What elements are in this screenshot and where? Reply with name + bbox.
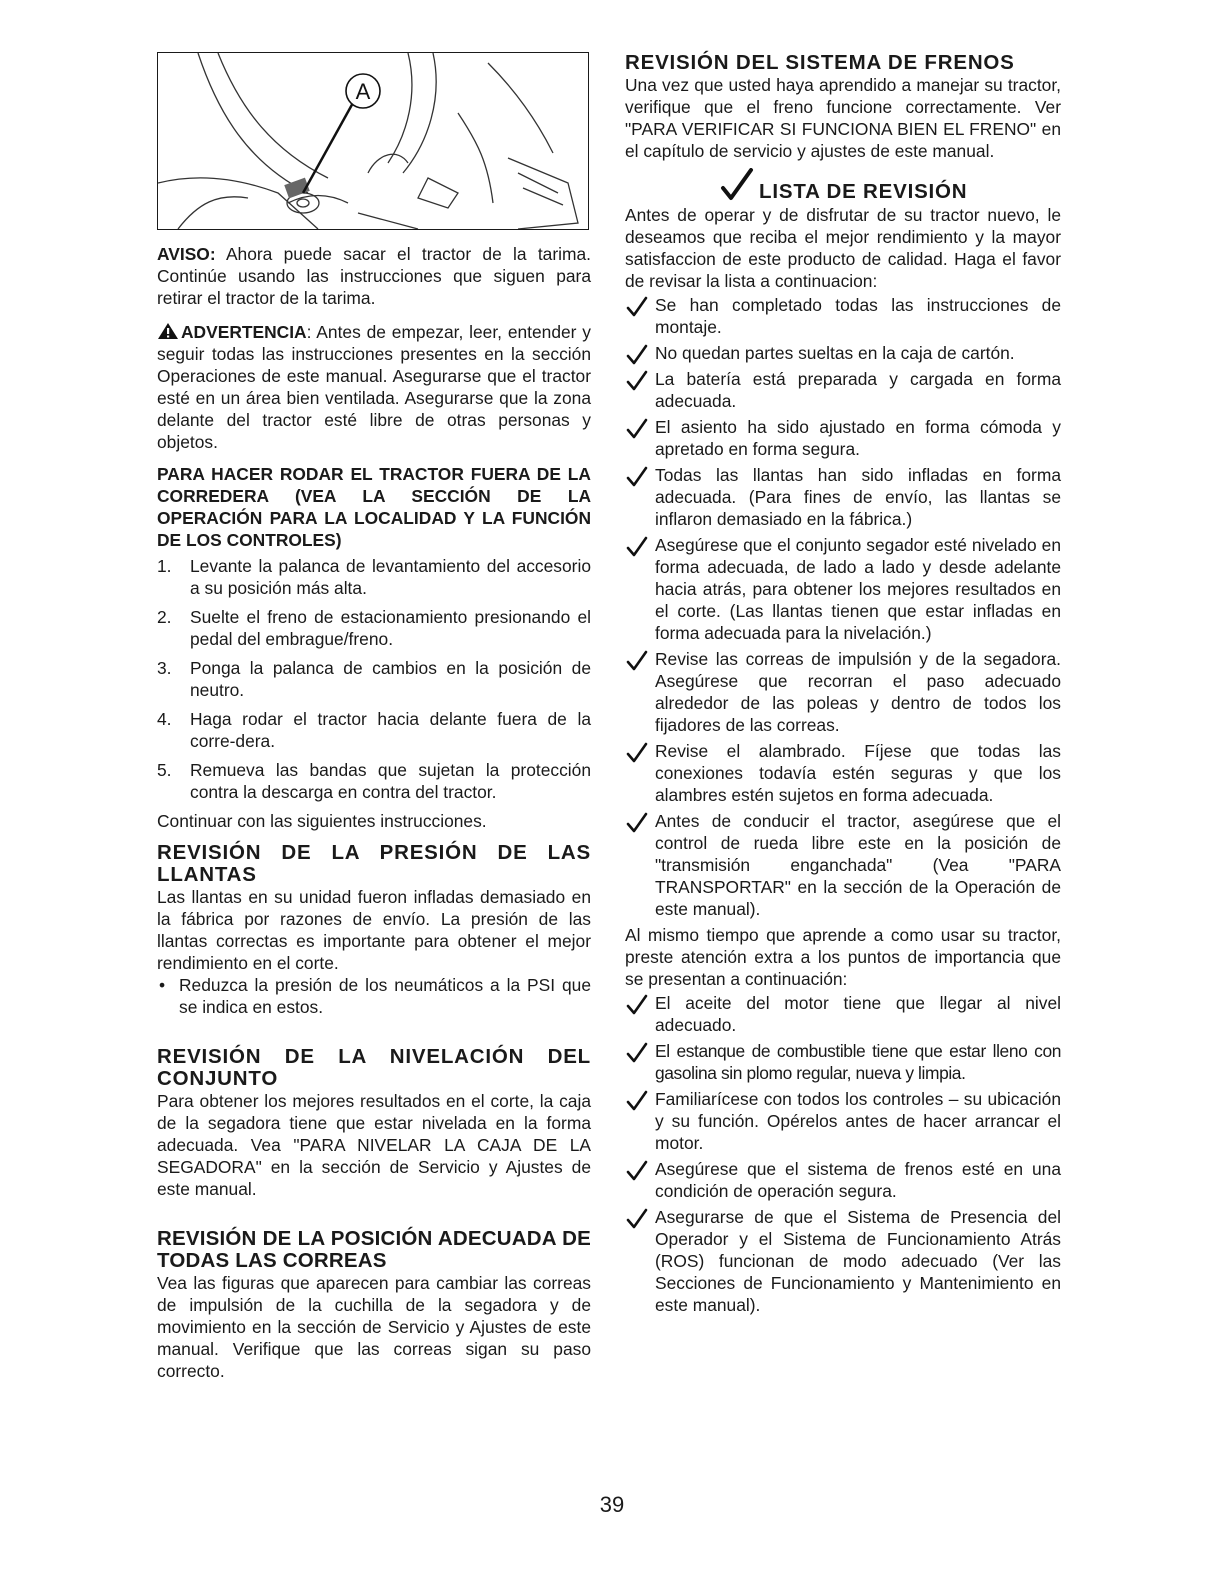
check-mark-icon [625, 418, 649, 440]
list-item: 3. Ponga la palanca de cambios en la posición de neutro. [157, 658, 591, 700]
lista-intro: Antes de operar y de disfrutar de su tractor nuevo, le deseamos que reciba el mejor rendimiento y la mayor satisfaccion de este producto de calidad. Haga el favor de revisar la lista a continuacion: [625, 205, 1061, 291]
warning-triangle-icon [157, 322, 179, 340]
rodar-steps-list [157, 555, 591, 803]
check-mark-icon [625, 812, 649, 834]
correas-text: Vea las figuras que aparecen para cambiar las correas de impulsión de la cuchilla de la segadora y de movimiento en la sección de Servicio y Ajustes de este manual. Verifique que las correas sigan su paso correcto. [157, 1273, 591, 1381]
advertencia-label: ADVERTENCIA [181, 322, 307, 342]
list-item: Asegúrese que el conjunto segador esté nivelado en forma adecuada, de lado a lado y desde adelante hacia atrás, para obtener los mejores resultados en el corte. (Las llantas tienen que estar infladas en forma adecuada para la nivelación.) [625, 534, 1061, 644]
list-item: Antes de conducir el tractor, asegúrese que el control de rueda libre este en la posición de "transmisión enganchada" (Vea "PARA TRANSPORTAR" en la sección de la Operación de este manual). [625, 810, 1061, 920]
correas-heading: REVISIÓN DE LA POSICIÓN ADECUADA DE TODAS LAS CORREAS [157, 1227, 591, 1272]
check-mark-icon [625, 994, 649, 1016]
check-mark-icon [625, 1160, 649, 1182]
list-item: Revise las correas de impulsión y de la segadora. Asegúrese que recorran el paso adecuado alrededor de las poleas y dentro de todos los fijadores de las correas. [625, 648, 1061, 736]
advertencia-text: : Antes de empezar, leer, entender y seguir todas las instrucciones presentes en la sección Operaciones de este manual. Asegurarse que el tractor esté en un área bien ventilada. Asegurarse que la zona delante del tractor esté libre de otras personas y objetos. [157, 322, 591, 452]
left-column [157, 52, 591, 1382]
list-item: 4. Haga rodar el tractor hacia delante fuera de la corre-dera. [157, 709, 591, 751]
check-mark-icon [625, 742, 649, 764]
presion-bullet: • Reduzca la presión de los neumáticos a la PSI que se indica en estos. [159, 975, 591, 1017]
rodar-heading: PARA HACER RODAR EL TRACTOR FUERA DE LA CORREDERA (VEA LA SECCIÓN DE LA OPERACIÓN PARA LA LOCALIDAD Y LA FUNCIÓN DE LOS CONTROLES) [157, 464, 591, 550]
list-item: La batería está preparada y cargada en forma adecuada. [625, 368, 1061, 412]
check-mark-icon [625, 650, 649, 672]
list-item: Revise el alambrado. Fíjese que todas las conexiones todavía estén seguras y que los alambres estén sujetos en forma adecuada. [625, 740, 1061, 806]
check-mark-icon [625, 370, 649, 392]
list-item: Todas las llantas han sido infladas en forma adecuada. (Para fines de envío, las llantas se inflaron demasiado en la fábrica.) [625, 464, 1061, 530]
page-number: 39 [599, 1492, 625, 1517]
list-item: El asiento ha sido ajustado en forma cómoda y apretado en forma segura. [625, 416, 1061, 460]
presion-heading: REVISIÓN DE LA PRESIÓN DE LAS LLANTAS [157, 841, 591, 886]
check-mark-icon [625, 296, 649, 318]
list-item: Familiarícese con todos los controles – su ubicación y su función. Opérelos antes de hacer arrancar el motor. [625, 1088, 1061, 1154]
list-item: Se han completado todas las instrucciones de montaje. [625, 294, 1061, 338]
aviso-text: Ahora puede sacar el tractor de la tarima. Continúe usando las instrucciones que siguen para retirar el tractor de la tarima. [157, 244, 591, 308]
advertencia-paragraph [157, 321, 591, 453]
checklist-before [625, 294, 1061, 920]
list-item: El aceite del motor tiene que llegar al nivel adecuado. [625, 992, 1061, 1036]
list-item: Asegúrese que el sistema de frenos esté en una condición de operación segura. [625, 1158, 1061, 1202]
checklist-while-using [625, 992, 1061, 1316]
right-column [625, 52, 1061, 1320]
check-mark-icon [625, 1090, 649, 1112]
mismo-tiempo-text: Al mismo tiempo que aprende a como usar su tractor, preste atención extra a los puntos de importancia que se presentan a continuación: [625, 925, 1061, 989]
nivelacion-text: Para obtener los mejores resultados en el corte, la caja de la segadora tiene que estar nivelada en la forma adecuada. Vea "PARA NIVELAR LA CAJA DE LA SEGADORA" en la sección de Servicio y Ajustes de este manual. [157, 1091, 591, 1199]
list-item: No quedan partes sueltas en la caja de cartón. [625, 342, 1061, 364]
list-item: 5. Remueva las bandas que sujetan la protección contra la descarga en contra del tractor. [157, 760, 591, 802]
list-item: Asegurarse de que el Sistema de Presencia del Operador y el Sistema de Funcionamiento Atrás (ROS) funcionan de modo adecuado (Ver las Secciones de Funcionamiento y Mantenimiento en este manual). [625, 1206, 1061, 1316]
presion-text: Las llantas en su unidad fueron infladas demasiado en la fábrica por razones de envío. La presión de las llantas correctas es importante para obtener el mejor rendimiento en el corte. [157, 887, 591, 973]
callout-label: A [355, 79, 371, 104]
tractor-figure [157, 52, 589, 230]
nivelacion-heading: REVISIÓN DE LA NIVELACIÓN DEL CONJUNTO [157, 1045, 591, 1090]
lista-heading: LISTA DE REVISIÓN [759, 180, 968, 203]
lista-title-row [625, 168, 1061, 204]
frenos-text: Una vez que usted haya aprendido a manejar su tractor, verifique que el freno funcione correctamente. Ver "PARA VERIFICAR SI FUNCIONA BIEN EL FRENO" en el capítulo de servicio y ajustes de este manual. [625, 75, 1061, 161]
list-item: El estanque de combustible tiene que estar lleno con gasolina sin plomo regular, nueva y limpia. [625, 1040, 1061, 1084]
check-mark-icon [625, 536, 649, 558]
tractor-illustration [158, 53, 588, 229]
continuar-text: Continuar con las siguientes instrucciones. [157, 811, 487, 831]
check-mark-icon [719, 168, 755, 204]
check-mark-icon [625, 1208, 649, 1230]
check-mark-icon [625, 1042, 649, 1064]
list-item: 1. Levante la palanca de levantamiento del accesorio a su posición más alta. [157, 556, 591, 598]
check-mark-icon [625, 344, 649, 366]
check-mark-icon [625, 466, 649, 488]
aviso-label: AVISO: [157, 244, 216, 264]
aviso-paragraph [157, 243, 591, 309]
frenos-heading: REVISIÓN DEL SISTEMA DE FRENOS [625, 51, 1015, 74]
list-item: 2. Suelte el freno de estacionamiento presionando el pedal del embrague/freno. [157, 607, 591, 649]
